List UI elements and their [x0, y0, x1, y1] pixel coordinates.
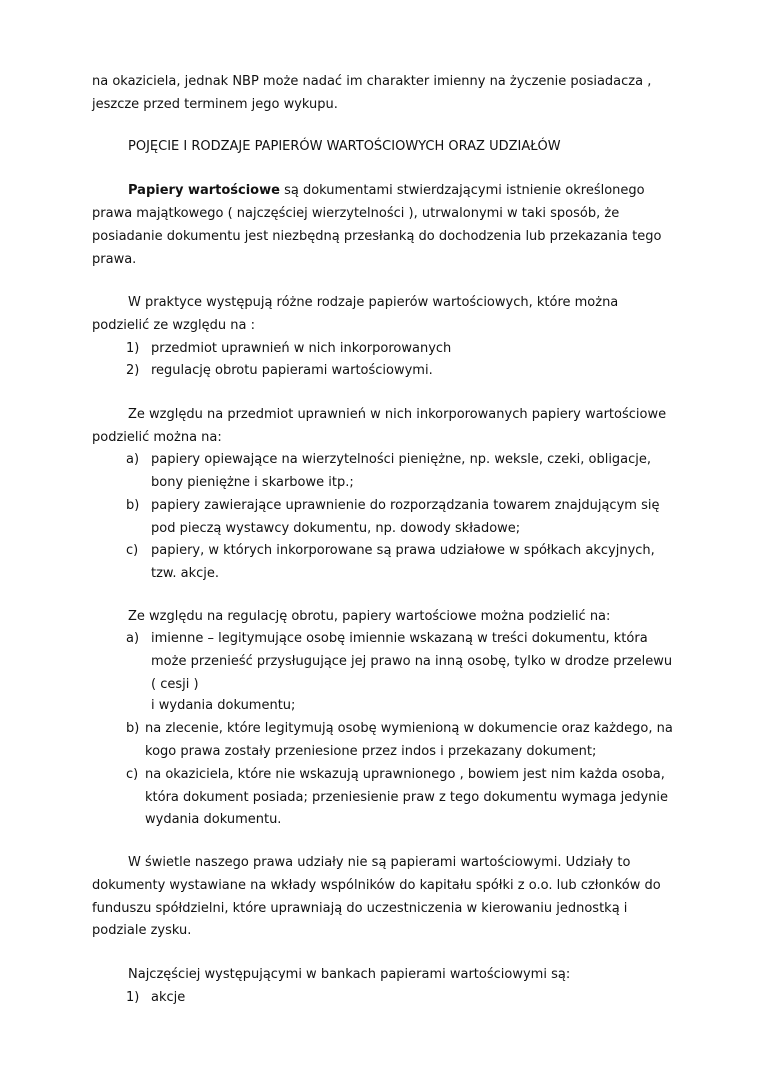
definition-line: posiadanie dokumentu jest niezbędną przesłanką do dochodzenia lub przekazania tego: [92, 229, 662, 244]
list-item-continuation: która dokument posiada; przeniesienie praw z tego dokumentu wymaga jedynie: [145, 790, 669, 805]
practice-line: W praktyce występują różne rodzaje papierów wartościowych, które można: [128, 295, 619, 310]
list-marker: b): [126, 721, 140, 736]
list-item: papiery, w których inkorporowane są prawa udziałowe w spółkach akcyjnych,: [151, 543, 655, 558]
definition-term: Papiery wartościowe: [128, 183, 280, 198]
definition-first-line: [128, 183, 645, 199]
practice-line: podzielić ze względu na :: [92, 318, 256, 333]
list-item: akcje: [151, 990, 186, 1005]
subject-line: podzielić można na:: [92, 430, 222, 445]
list-item-continuation: pod pieczą wystawcy dokumentu, np. dowody składowe;: [151, 521, 521, 536]
definition-line: prawa majątkowego ( najczęściej wierzytelności ), utrwalonymi w taki sposób, że: [92, 206, 620, 221]
list-item-continuation: i wydania dokumentu;: [151, 698, 296, 713]
intro-line: jeszcze przed terminem jego wykupu.: [92, 97, 338, 112]
section-heading: POJĘCIE I RODZAJE PAPIERÓW WARTOŚCIOWYCH ORAZ UDZIAŁÓW: [128, 139, 561, 154]
list-marker: c): [126, 767, 139, 782]
list-item: na okaziciela, które nie wskazują uprawnionego , bowiem jest nim każda osoba,: [145, 767, 665, 782]
list-item-continuation: może przenieść przysługujące jej prawo na inną osobę, tylko w drodze przelewu: [151, 654, 673, 669]
list-item: papiery zawierające uprawnienie do rozporządzania towarem znajdującym się: [151, 498, 660, 513]
list-marker: c): [126, 543, 139, 558]
list-marker: 1): [126, 341, 140, 356]
list-marker: 1): [126, 990, 140, 1005]
shares-line: podziale zysku.: [92, 923, 192, 938]
list-item-continuation: kogo prawa zostały przeniesione przez indos i przekazany dokument;: [145, 744, 597, 759]
definition-line: prawa.: [92, 252, 137, 267]
list-item: na zlecenie, które legitymują osobę wymienioną w dokumencie oraz każdego, na: [145, 721, 673, 736]
list-marker: b): [126, 498, 140, 513]
list-item: przedmiot uprawnień w nich inkorporowanych: [151, 341, 452, 356]
list-marker: a): [126, 631, 140, 646]
list-item: papiery opiewające na wierzytelności pieniężne, np. weksle, czeki, obligacje,: [151, 452, 652, 467]
list-marker: 2): [126, 363, 140, 378]
list-item-continuation: bony pieniężne i skarbowe itp.;: [151, 475, 354, 490]
list-item-continuation: ( cesji ): [151, 677, 199, 692]
intro-line: na okaziciela, jednak NBP może nadać im charakter imienny na życzenie posiadacza ,: [92, 74, 652, 89]
shares-line: W świetle naszego prawa udziały nie są papierami wartościowymi. Udziały to: [128, 855, 631, 870]
list-item: regulację obrotu papierami wartościowymi.: [151, 363, 433, 378]
list-item-continuation: tzw. akcje.: [151, 566, 220, 581]
list-item-continuation: wydania dokumentu.: [145, 812, 282, 827]
banks-intro: Najczęściej występującymi w bankach papierami wartościowymi są:: [128, 967, 571, 982]
definition-text: są dokumentami stwierdzającymi istnienie określonego: [279, 183, 645, 198]
subject-line: Ze względu na przedmiot uprawnień w nich inkorporowanych papiery wartościowe: [128, 407, 667, 422]
shares-line: dokumenty wystawiane na wkłady wspólników do kapitału spółki z o.o. lub członków do: [92, 878, 661, 893]
list-item: imienne – legitymujące osobę imiennie wskazaną w treści dokumentu, która: [151, 631, 648, 646]
list-marker: a): [126, 452, 140, 467]
circulation-intro: Ze względu na regulację obrotu, papiery wartościowe można podzielić na:: [128, 609, 611, 624]
shares-line: funduszu spółdzielni, które uprawniają do uczestniczenia w kierowaniu jednostką i: [92, 901, 628, 916]
